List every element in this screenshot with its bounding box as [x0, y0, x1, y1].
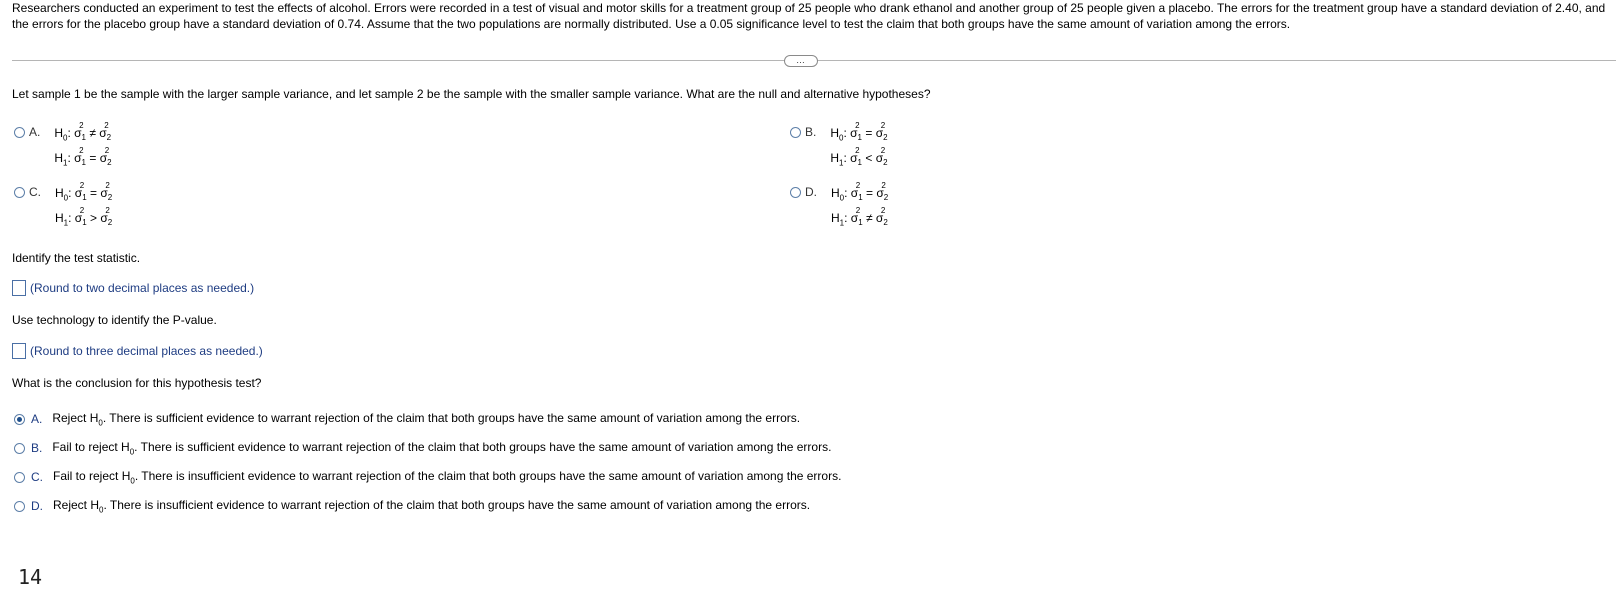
h-subscript: 1 — [63, 158, 68, 168]
sigma-symbol: σ 2 $_2$ — [100, 208, 112, 233]
pvalue-row — [12, 343, 263, 359]
option-marker — [790, 183, 817, 201]
test-statistic-hint: (Round to two decimal places as needed.) — [30, 281, 255, 295]
relation-symbol: = — [86, 151, 100, 166]
sigma-subscript: 1 — [858, 218, 863, 228]
radio-button[interactable] — [14, 414, 25, 425]
h-subscript: 0 — [129, 447, 135, 457]
sigma-symbol: σ 2 $_1$ — [74, 148, 86, 173]
conclusion-option-c[interactable] — [14, 469, 841, 485]
hypothesis-option-a[interactable] — [14, 123, 112, 174]
option-letter: D. — [31, 499, 43, 514]
sigma-subscript: 1 — [82, 193, 87, 202]
hypothesis-option-b[interactable] — [790, 123, 888, 174]
h-subscript: 0 — [63, 193, 69, 203]
option-text: Fail to reject $H_0$. There is insufficient evidence to warrant rejection of the claim that both groups have the same amount of variation among the errors. — [53, 469, 842, 486]
pvalue-label: Use technology to identify the P-value. — [12, 313, 217, 327]
radio-button[interactable] — [14, 501, 25, 512]
sigma-subscript: 1 — [81, 133, 86, 142]
hypothesis-pair — [830, 123, 887, 174]
radio-button[interactable] — [14, 127, 25, 138]
hypothesis-pair — [55, 183, 112, 234]
pvalue-input[interactable] — [12, 343, 26, 359]
h-subscript: 1 — [63, 218, 69, 228]
hypothesis-line: $H_1$: σ 2 $_1$ < σ 2 $_2$ — [830, 148, 887, 173]
hypothesis-line: $H_1$: σ 2 $_1$ > σ 2 $_2$ — [55, 208, 112, 233]
conclusion-option-d[interactable] — [14, 498, 810, 514]
squared-superscript: 2 — [855, 206, 861, 216]
handwritten-note: 14 — [18, 565, 43, 589]
sigma-symbol: σ 2 $_1$ — [75, 183, 87, 208]
hypothesis-option-c[interactable] — [14, 183, 112, 234]
squared-superscript: 2 — [855, 146, 860, 156]
radio-button[interactable] — [790, 187, 801, 198]
conclusion-option-a[interactable] — [14, 411, 800, 427]
h-subscript: 0 — [839, 193, 845, 203]
h-subscript: 0 — [99, 505, 104, 515]
sigma-subscript: 2 — [106, 133, 112, 142]
hypothesis-line: $H_0$: σ 2 $_1$ = σ 2 $_2$ — [55, 183, 112, 208]
relation-symbol: = — [862, 126, 876, 140]
hypothesis-option-d[interactable] — [790, 183, 888, 234]
relation-symbol: > — [86, 211, 101, 226]
sigma-symbol: σ 2 $_1$ — [850, 148, 862, 173]
sigma-subscript: 2 — [883, 193, 889, 202]
sigma-symbol: σ 2 $_1$ — [850, 123, 862, 148]
sigma-subscript: 2 — [883, 158, 888, 168]
sigma-subscript: 2 — [107, 193, 113, 202]
sigma-subscript: 1 — [857, 158, 862, 168]
squared-superscript: 2 — [104, 121, 109, 130]
h-subscript: 0 — [130, 476, 135, 486]
sigma-symbol: σ 2 $_2$ — [876, 183, 888, 208]
squared-superscript: 2 — [105, 181, 110, 190]
squared-superscript: 2 — [105, 206, 110, 216]
sigma-symbol: σ 2 $_1$ — [75, 208, 87, 233]
test-statistic-row — [12, 280, 254, 296]
conclusion-question: What is the conclusion for this hypothesis test? — [12, 376, 262, 390]
squared-superscript: 2 — [79, 146, 84, 156]
expand-more-button[interactable]: … — [784, 55, 818, 67]
squared-superscript: 2 — [855, 181, 861, 190]
squared-superscript: 2 — [79, 206, 85, 216]
hypothesis-line: $H_1$: σ 2 $_1$ ≠ σ 2 $_2$ — [831, 208, 888, 233]
option-letter: B. — [805, 125, 817, 139]
squared-superscript: 2 — [855, 121, 860, 130]
sigma-subscript: 2 — [107, 218, 113, 228]
relation-symbol: ≠ — [86, 126, 100, 140]
hypotheses-question: Let sample 1 be the sample with the larger sample variance, and let sample 2 be the sample with the smaller sample variance. What are the null and alternative hypotheses? — [12, 87, 931, 101]
hypothesis-pair — [831, 183, 888, 234]
sigma-subscript: 1 — [82, 218, 87, 228]
sigma-symbol: σ 2 $_2$ — [876, 123, 888, 148]
sigma-symbol: σ 2 $_2$ — [876, 148, 888, 173]
squared-superscript: 2 — [880, 146, 886, 156]
sigma-subscript: 1 — [858, 193, 863, 202]
option-marker — [14, 183, 41, 201]
relation-symbol: ≠ — [862, 211, 876, 226]
problem-statement: Researchers conducted an experiment to test the effects of alcohol. Errors were recorded in a test of visual and motor skills for a treatment group of 25 people who drank ethanol and another group of 25 people given a placebo. The errors for the treatment group have a standard deviation of 2.40, and the errors for the placebo group have a standard deviation of 0.74. Assume that the two populations are normally distributed. Use a 0.05 significance level to test the claim that both groups have the same amount of variation among the errors. — [12, 1, 1606, 31]
squared-superscript: 2 — [79, 121, 84, 130]
sigma-symbol: σ 2 $_2$ — [876, 208, 888, 233]
h-subscript: 0 — [63, 133, 68, 143]
sigma-subscript: 1 — [81, 158, 86, 168]
radio-button[interactable] — [14, 472, 25, 483]
radio-button[interactable] — [14, 443, 25, 454]
hypothesis-line: $H_0$: σ 2 $_1$ = σ 2 $_2$ — [831, 183, 888, 208]
radio-button[interactable] — [790, 127, 801, 138]
sigma-subscript: 1 — [857, 133, 862, 142]
sigma-symbol: σ 2 $_1$ — [851, 208, 863, 233]
conclusion-option-b[interactable] — [14, 440, 831, 456]
squared-superscript: 2 — [880, 121, 886, 130]
option-text: Reject $H_0$. There is sufficient evidence to warrant rejection of the claim that both groups have the same amount of variation among the errors. — [52, 411, 801, 428]
h-subscript: 1 — [839, 218, 845, 228]
squared-superscript: 2 — [104, 146, 110, 156]
sigma-symbol: σ 2 $_2$ — [99, 123, 111, 148]
relation-symbol: = — [862, 186, 877, 200]
option-marker — [14, 123, 40, 141]
pvalue-hint: (Round to three decimal places as needed.) — [30, 344, 263, 358]
option-letter: B. — [31, 441, 43, 456]
h-subscript: 0 — [98, 418, 103, 428]
squared-superscript: 2 — [880, 206, 886, 216]
option-letter: C. — [31, 470, 43, 485]
squared-superscript: 2 — [881, 181, 886, 190]
h-subscript: 0 — [839, 133, 844, 143]
option-text: Fail to reject $H_0$. There is sufficient evidence to warrant rejection of the claim that both groups have the same amount of variation among the errors. — [52, 440, 832, 457]
radio-button[interactable] — [14, 187, 25, 198]
hypothesis-line: $H_0$: σ 2 $_1$ = σ 2 $_2$ — [830, 123, 887, 148]
test-statistic-input[interactable] — [12, 280, 26, 296]
sigma-subscript: 2 — [883, 133, 888, 142]
sigma-symbol: σ 2 $_1$ — [74, 123, 86, 148]
sigma-subscript: 2 — [883, 218, 888, 228]
hypothesis-line: $H_1$: σ 2 $_1$ = σ 2 $_2$ — [54, 148, 111, 173]
squared-superscript: 2 — [79, 181, 85, 190]
option-letter: A. — [29, 125, 41, 139]
relation-symbol: < — [862, 151, 876, 166]
option-letter: C. — [29, 185, 41, 199]
hypothesis-line: $H_0$: σ 2 $_1$ ≠ σ 2 $_2$ — [54, 123, 111, 148]
hypothesis-pair — [54, 123, 111, 174]
sigma-subscript: 2 — [107, 158, 112, 168]
relation-symbol: = — [86, 186, 101, 200]
sigma-symbol: σ 2 $_1$ — [851, 183, 863, 208]
option-marker — [790, 123, 816, 141]
h-subscript: 1 — [839, 158, 844, 168]
option-letter: A. — [31, 412, 43, 427]
sigma-symbol: σ 2 $_2$ — [100, 148, 112, 173]
option-text: Reject $H_0$. There is insufficient evidence to warrant rejection of the claim that both groups have the same amount of variation among the errors. — [53, 498, 811, 515]
option-letter: D. — [805, 185, 817, 199]
sigma-symbol: σ 2 $_2$ — [100, 183, 112, 208]
test-statistic-label: Identify the test statistic. — [12, 251, 141, 265]
